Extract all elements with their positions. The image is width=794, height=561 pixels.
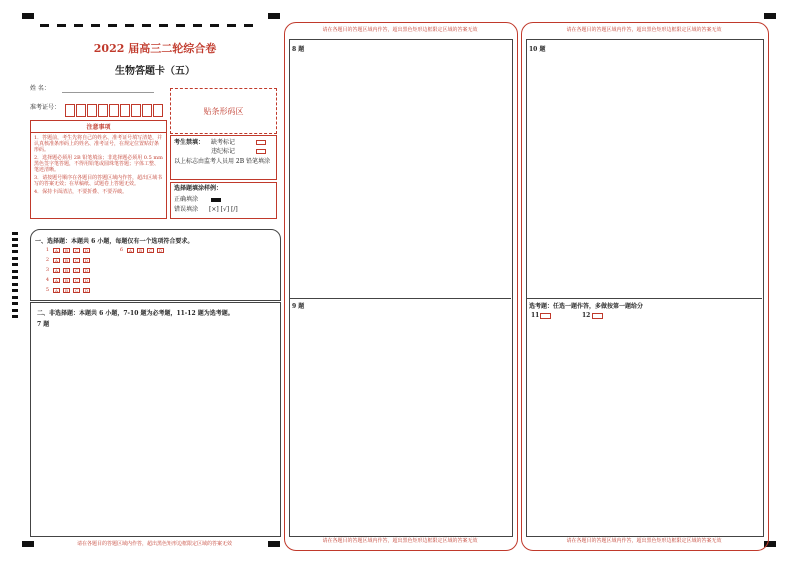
option-bubble[interactable]: A bbox=[53, 248, 60, 253]
q11-label: 11 bbox=[531, 312, 540, 319]
violation-mark-box[interactable] bbox=[256, 149, 266, 154]
option-bubble[interactable]: B bbox=[63, 288, 70, 293]
side-timing-mark bbox=[12, 263, 18, 266]
q7-label: 7 题 bbox=[37, 321, 50, 328]
side-timing-mark bbox=[12, 276, 18, 279]
section2-box bbox=[30, 302, 281, 537]
notice-item: 1．答题前，考生先将自己的姓名、准考证号填写清楚，并认真核准条形码上的姓名、准考证号，在规定位置贴好条形码。 bbox=[34, 135, 163, 153]
side-timing-mark bbox=[12, 238, 18, 241]
barcode-area bbox=[170, 88, 277, 134]
side-timing-mark bbox=[12, 315, 18, 318]
id-digit-box[interactable] bbox=[120, 104, 130, 117]
question-number: 1 bbox=[45, 247, 49, 253]
id-label: 准考证号： bbox=[30, 104, 61, 111]
id-digit-box[interactable] bbox=[98, 104, 108, 117]
option-bubble[interactable]: B bbox=[63, 278, 70, 283]
timing-dash bbox=[40, 24, 49, 27]
mcq-row bbox=[39, 287, 93, 293]
q10-label: 10 题 bbox=[529, 46, 546, 53]
option-bubble[interactable]: D bbox=[84, 277, 89, 283]
question-number: 5 bbox=[45, 287, 49, 293]
correct-label: 正确填涂 bbox=[174, 196, 199, 203]
option-bubble[interactable]: A bbox=[53, 258, 60, 263]
card-subtitle: 生物答题卡（五） bbox=[115, 66, 195, 77]
side-timing-mark bbox=[12, 257, 18, 260]
corner-mark-top-left bbox=[22, 13, 34, 19]
corner-mark-top-mid bbox=[268, 13, 280, 19]
mcq-row bbox=[39, 247, 93, 253]
question-number: 6 bbox=[119, 247, 123, 253]
top-note-col2: 请在各题目的答题区域内作答，超出黑色矩形边框限定区域的答案无效 bbox=[322, 27, 478, 33]
question-number: 3 bbox=[45, 267, 49, 273]
option-bubble[interactable]: D bbox=[84, 257, 89, 263]
option-bubble[interactable]: D bbox=[84, 287, 89, 293]
notice-item: 4．保持卡面清洁，不要折叠、不要弄破。 bbox=[34, 189, 128, 195]
side-timing-mark bbox=[12, 289, 18, 292]
correct-fill-sample bbox=[211, 198, 221, 202]
elective-divider bbox=[526, 298, 762, 299]
notice-list bbox=[31, 133, 166, 199]
forbidden-box bbox=[170, 135, 277, 180]
id-digit-box[interactable] bbox=[109, 104, 119, 117]
option-bubble[interactable]: A bbox=[53, 278, 60, 283]
absent-mark-box[interactable] bbox=[256, 140, 266, 145]
notice-title: 注意事项 bbox=[31, 121, 166, 133]
option-bubble[interactable]: B bbox=[63, 258, 70, 263]
id-digit-box[interactable] bbox=[153, 104, 163, 117]
q8-label: 8 题 bbox=[292, 46, 305, 53]
corner-mark-top-right bbox=[764, 13, 776, 19]
timing-dash bbox=[91, 24, 100, 27]
timing-dash bbox=[108, 24, 117, 27]
side-timing-mark bbox=[12, 250, 18, 253]
option-bubble[interactable]: A bbox=[53, 288, 60, 293]
q8-answer-area[interactable] bbox=[289, 39, 513, 537]
name-label: 姓 名： bbox=[30, 85, 50, 92]
option-bubble[interactable]: C bbox=[74, 257, 79, 263]
q11-select-box[interactable] bbox=[540, 313, 551, 319]
q10-answer-area[interactable] bbox=[526, 39, 764, 537]
option-bubble[interactable]: D bbox=[158, 247, 163, 253]
bottom-note-col2: 请在各题目的答题区域内作答，超出黑色矩形边框限定区域的答案无效 bbox=[322, 538, 478, 544]
q9-label: 9 题 bbox=[292, 303, 305, 310]
option-bubble[interactable]: C bbox=[74, 277, 79, 283]
absent-label: 缺考标记 bbox=[211, 139, 236, 146]
option-bubble[interactable]: A bbox=[127, 248, 134, 253]
name-field[interactable] bbox=[62, 92, 154, 93]
q9-divider bbox=[289, 298, 511, 299]
timing-dash bbox=[57, 24, 66, 27]
timing-dash bbox=[74, 24, 83, 27]
side-timing-mark bbox=[12, 270, 18, 273]
q12-select-box[interactable] bbox=[592, 313, 603, 319]
option-bubble[interactable]: C bbox=[148, 247, 153, 253]
forbidden-title: 考生禁填： bbox=[174, 139, 205, 146]
top-note-col3: 请在各题目的答题区域内作答，超出黑色矩形边框限定区域的答案无效 bbox=[566, 27, 722, 33]
id-digit-box[interactable] bbox=[87, 104, 97, 117]
option-bubble[interactable]: C bbox=[74, 287, 79, 293]
timing-dash bbox=[176, 24, 185, 27]
id-digit-box[interactable] bbox=[131, 104, 141, 117]
side-timing-mark bbox=[12, 309, 18, 312]
notice-item: 2．选择题必须用 2B 铅笔填涂；非选择题必须用 0.5 mm 黑色签字笔答题，不得用铅笔或圆珠笔答题；字体工整、笔迹清晰。 bbox=[34, 155, 163, 173]
id-digit-box[interactable] bbox=[76, 104, 86, 117]
violation-label: 违纪标记 bbox=[211, 148, 236, 155]
timing-dash bbox=[210, 24, 219, 27]
id-digit-box[interactable] bbox=[65, 104, 75, 117]
side-timing-mark bbox=[12, 296, 18, 299]
id-digit-box[interactable] bbox=[142, 104, 152, 117]
option-bubble[interactable]: C bbox=[74, 247, 79, 253]
wrong-marks: [×] [√] [/] bbox=[209, 206, 238, 213]
option-bubble[interactable]: B bbox=[137, 248, 144, 253]
side-timing-mark bbox=[12, 302, 18, 305]
mcq-row bbox=[113, 247, 167, 253]
option-bubble[interactable]: B bbox=[63, 248, 70, 253]
option-bubble[interactable]: B bbox=[63, 268, 70, 273]
option-bubble[interactable]: D bbox=[84, 247, 89, 253]
mcq-row bbox=[39, 267, 93, 273]
elective-title: 选考题：任选一题作答，多做按第一题给分 bbox=[529, 303, 644, 310]
timing-dash bbox=[159, 24, 168, 27]
bottom-note-col1: 请在各题目的答题区域内作答，超出黑色矩形边框限定区域的答案无效 bbox=[76, 541, 232, 547]
forbidden-note: 以上标志由监考人员用 2B 铅笔填涂 bbox=[174, 158, 271, 165]
option-bubble[interactable]: D bbox=[84, 267, 89, 273]
side-timing-mark bbox=[12, 232, 18, 235]
timing-dash bbox=[193, 24, 202, 27]
bottom-note-col3: 请在各题目的答题区域内作答，超出黑色矩形边框限定区域的答案无效 bbox=[566, 538, 722, 544]
exam-title: 2022 届高三二轮综合卷 bbox=[93, 42, 217, 55]
mcq-row bbox=[39, 257, 93, 263]
question-number: 2 bbox=[45, 257, 49, 263]
barcode-label: 贴条形码区 bbox=[203, 106, 244, 116]
sample-box bbox=[170, 182, 277, 219]
section1-title: 一、选择题：本题共 6 小题，每题仅有一个选项符合要求。 bbox=[35, 238, 194, 245]
section1-box bbox=[30, 229, 281, 301]
timing-dash bbox=[227, 24, 236, 27]
notice-box bbox=[30, 120, 167, 219]
option-bubble[interactable]: A bbox=[53, 268, 60, 273]
side-timing-mark bbox=[12, 283, 18, 286]
section2-title: 二、非选择题：本题共 6 小题，7-10 题为必考题，11-12 题为选考题。 bbox=[37, 310, 234, 317]
timing-dash bbox=[125, 24, 134, 27]
mcq-row bbox=[39, 277, 93, 283]
id-boxes[interactable] bbox=[64, 102, 163, 121]
q12-label: 12 bbox=[582, 312, 591, 319]
sample-title: 选择题填涂样例： bbox=[174, 185, 223, 192]
timing-dash bbox=[142, 24, 151, 27]
side-timing-mark bbox=[12, 244, 18, 247]
timing-dash bbox=[244, 24, 253, 27]
option-bubble[interactable]: C bbox=[74, 267, 79, 273]
wrong-label: 错误填涂 bbox=[174, 206, 199, 213]
question-number: 4 bbox=[45, 277, 49, 283]
notice-item: 3．请按题号顺序在各题目的答题区域内作答，超出区域书写的答案无效；在草稿纸、试题卷上答题无效。 bbox=[34, 175, 163, 187]
